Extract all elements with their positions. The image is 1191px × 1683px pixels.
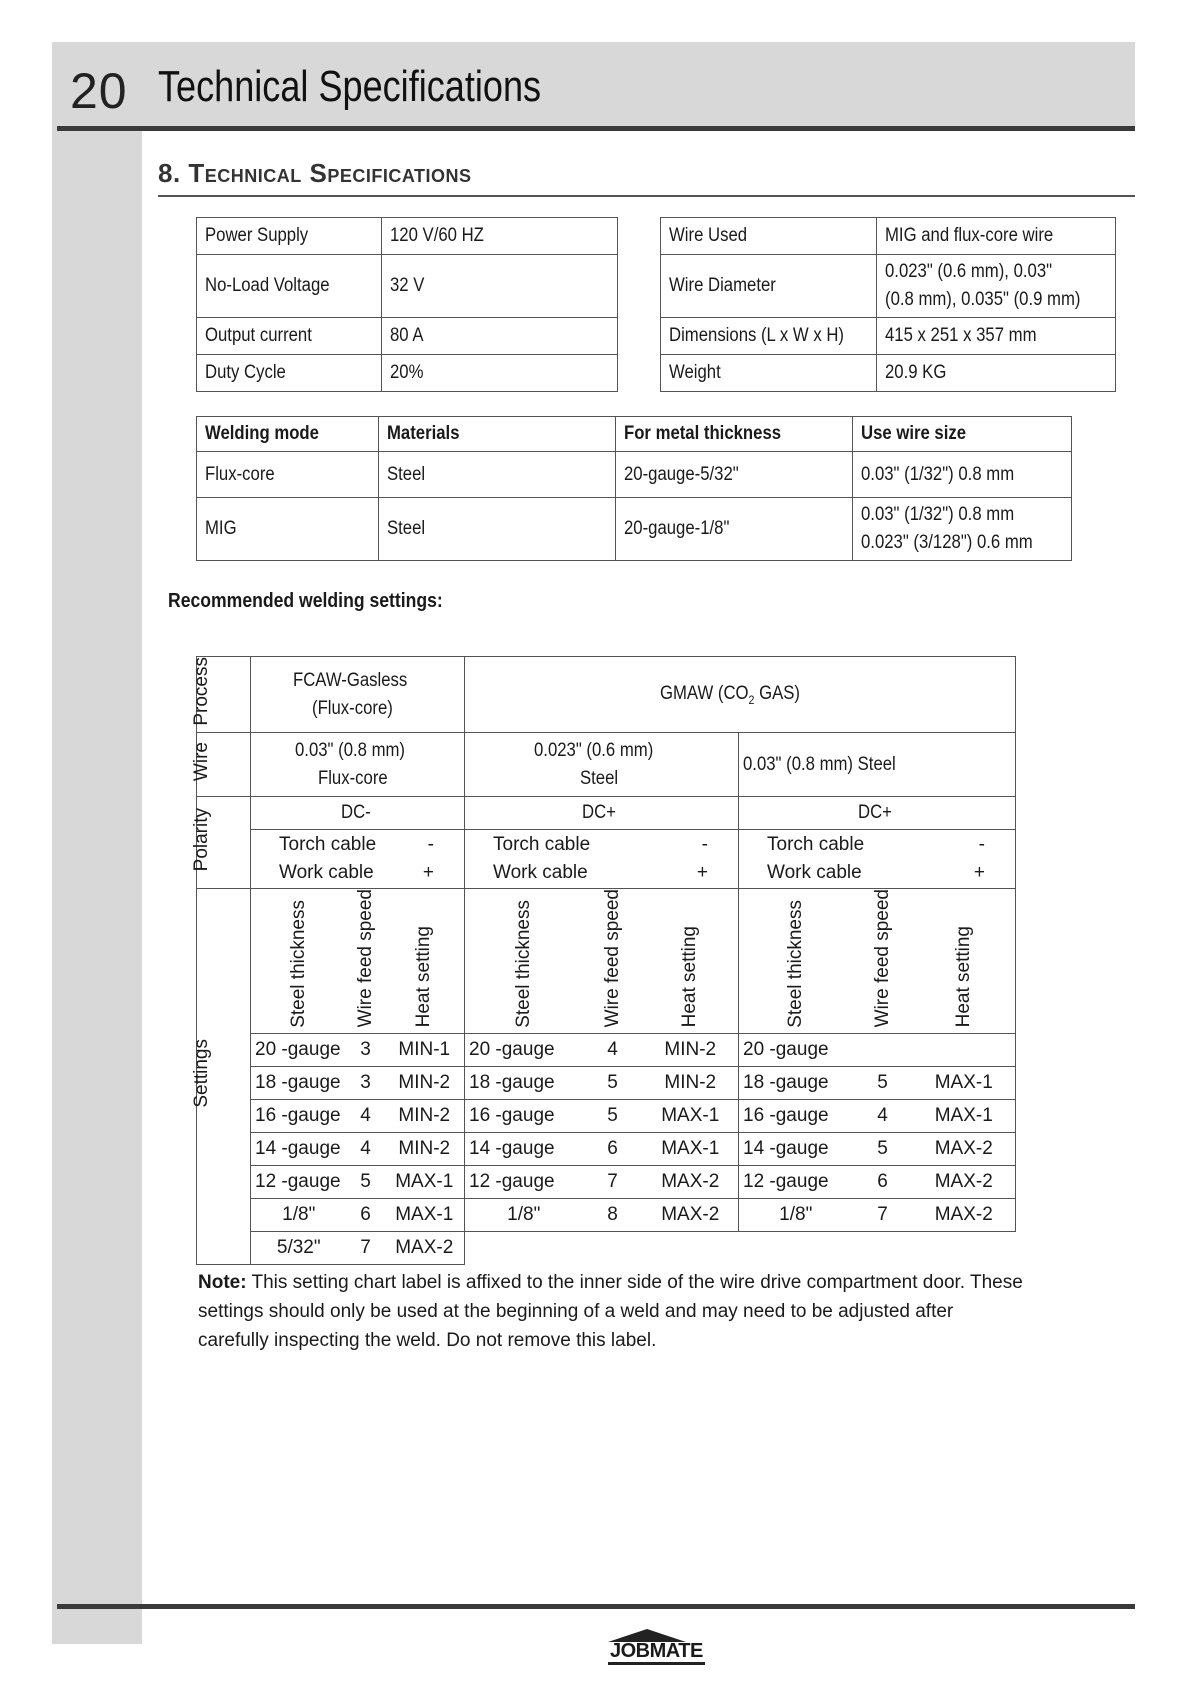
table-row: 5/32" 7 MAX-2	[197, 1232, 1016, 1265]
column-header: Steel thickness	[784, 899, 806, 1028]
table-row: 18 -gauge 3 MIN-2 18 -gauge 5 MIN-2 18 -gauge 5 MAX-1	[197, 1067, 1016, 1100]
mode-cell: Flux-core	[205, 463, 275, 485]
material-cell: Steel	[387, 463, 426, 485]
section-rule	[158, 195, 1135, 197]
spec-label: No-Load Voltage	[205, 275, 330, 296]
spec-label: Dimensions (L x W x H)	[669, 325, 844, 346]
spec-value: (0.8 mm), 0.035" (0.9 mm)	[884, 289, 1081, 310]
section-number: 8.	[158, 158, 181, 188]
column-header: Steel thickness	[512, 899, 534, 1028]
spec-label: Duty Cycle	[205, 362, 286, 383]
spec-label: Weight	[669, 362, 721, 383]
table-row: 20 -gauge 3 MIN-1 20 -gauge 4 MIN-2 20 -gauge	[197, 1034, 1016, 1067]
column-header: Heat setting	[952, 925, 974, 1028]
page-number: 20	[70, 63, 128, 119]
column-header: Wire feed speed	[601, 889, 623, 1028]
row-label-settings: Settings	[190, 1039, 212, 1108]
column-header: For metal thickness	[624, 423, 782, 444]
spec-value: 80 A	[390, 325, 424, 346]
table-row: 14 -gauge 4 MIN-2 14 -gauge 6 MAX-1 14 -gauge 5 MAX-2	[197, 1133, 1016, 1166]
column-header: Steel thickness	[287, 899, 309, 1028]
column-header: Heat setting	[413, 925, 435, 1028]
welding-mode-table	[196, 416, 1072, 561]
footer-rule	[57, 1604, 1135, 1609]
spec-value: 0.023" (0.6 mm), 0.03"	[884, 261, 1052, 282]
note-label: Note:	[198, 1272, 247, 1293]
spec-table-left	[196, 217, 618, 392]
polarity-g1: DC-	[340, 802, 371, 823]
column-header: Wire feed speed	[354, 889, 376, 1028]
process-row	[197, 657, 1016, 733]
table-row: 16 -gauge 4 MIN-2 16 -gauge 5 MAX-1 16 -gauge 4 MAX-1	[197, 1100, 1016, 1133]
welding-settings-table	[190, 656, 1016, 1265]
spec-value: 32 V	[390, 275, 425, 296]
cable-row	[197, 830, 1016, 889]
table-header-row	[197, 417, 1072, 452]
row-label-polarity: Polarity	[190, 807, 212, 872]
spec-value: MIG and flux-core wire	[884, 225, 1054, 246]
wire-g3: 0.03" (0.8 mm) Steel	[743, 753, 896, 775]
polarity-g2: DC+	[582, 802, 617, 823]
column-header: Heat setting	[679, 925, 701, 1028]
process-fcaw-sub: (Flux-core)	[311, 697, 393, 719]
wire-row	[197, 733, 1016, 797]
wire-size-cell: 0.03" (1/32") 0.8 mm	[861, 504, 1015, 525]
polarity-g3: DC+	[857, 802, 892, 823]
process-fcaw: FCAW-Gasless	[292, 669, 407, 691]
column-header: Wire feed speed	[871, 889, 893, 1028]
row-label-wire: Wire	[190, 741, 212, 782]
cable-block: Torch cable - Work cable +	[493, 834, 708, 883]
spec-value: 415 x 251 x 357 mm	[884, 325, 1037, 346]
jobmate-logo: JOBMATE	[608, 1640, 705, 1665]
wire-size-cell: 0.03" (1/32") 0.8 mm	[861, 463, 1015, 485]
table-row	[661, 355, 1116, 392]
spec-value: 20%	[390, 362, 424, 383]
section-title-text: Technical Specifications	[188, 158, 472, 188]
spec-label: Power Supply	[205, 225, 309, 246]
recommended-settings-heading: Recommended welding settings:	[168, 590, 443, 612]
note-text: This setting chart label is affixed to the inner side of the wire drive compartment door. These settings should only be used at the beginning of a weld and may need to be adjusted after carefully inspecting the weld. Do not remove this label.	[198, 1272, 1023, 1351]
table-row	[661, 255, 1116, 318]
polarity-row	[197, 797, 1016, 830]
table-row: 1/8" 6 MAX-1 1/8" 8 MAX-2 1/8" 7 MAX-2	[197, 1199, 1016, 1232]
process-gmaw: GMAW ($CO_2$ GAS)	[465, 657, 1016, 733]
wire-size-cell: 0.023" (3/128") 0.6 mm	[861, 532, 1033, 553]
spec-value: 120 V/60 HZ	[390, 225, 484, 246]
table-row	[197, 452, 1072, 498]
table-row	[197, 318, 618, 355]
wire-g1-sub: Flux-core	[317, 767, 388, 789]
table-row	[661, 318, 1116, 355]
page-title: Technical Specifications	[158, 62, 542, 111]
table-row	[661, 218, 1116, 255]
wire-g2: 0.023" (0.6 mm)	[533, 739, 654, 761]
column-header: Welding mode	[205, 423, 319, 444]
row-label-process: Process	[190, 657, 212, 726]
table-row	[197, 355, 618, 392]
column-header: Use wire size	[861, 423, 967, 444]
cable-block: Torch cable - Work cable +	[279, 834, 434, 883]
wire-g2-sub: Steel	[579, 767, 618, 789]
cable-block: Torch cable - Work cable +	[767, 834, 985, 883]
spec-table-right	[660, 217, 1116, 392]
material-cell: Steel	[387, 518, 426, 539]
spec-label: Output current	[205, 325, 312, 346]
thickness-cell: 20-gauge-1/8"	[624, 518, 730, 539]
wire-g1: 0.03" (0.8 mm)	[294, 739, 405, 761]
note-paragraph	[198, 1268, 1028, 1355]
thickness-cell: 20-gauge-5/32"	[624, 463, 739, 485]
spec-label: Wire Used	[669, 225, 748, 246]
table-row	[197, 498, 1072, 561]
section-title	[158, 158, 472, 189]
table-row: 12 -gauge 5 MAX-1 12 -gauge 7 MAX-2 12 -gauge 6 MAX-2	[197, 1166, 1016, 1199]
header-rule	[57, 126, 1135, 131]
spec-label: Wire Diameter	[669, 275, 776, 296]
spec-value: 20.9 KG	[884, 362, 947, 383]
table-row	[197, 255, 618, 318]
settings-header-row	[197, 889, 1016, 1034]
table-row	[197, 218, 618, 255]
mode-cell: MIG	[205, 518, 237, 539]
side-band	[52, 128, 142, 1644]
column-header: Materials	[387, 423, 460, 444]
